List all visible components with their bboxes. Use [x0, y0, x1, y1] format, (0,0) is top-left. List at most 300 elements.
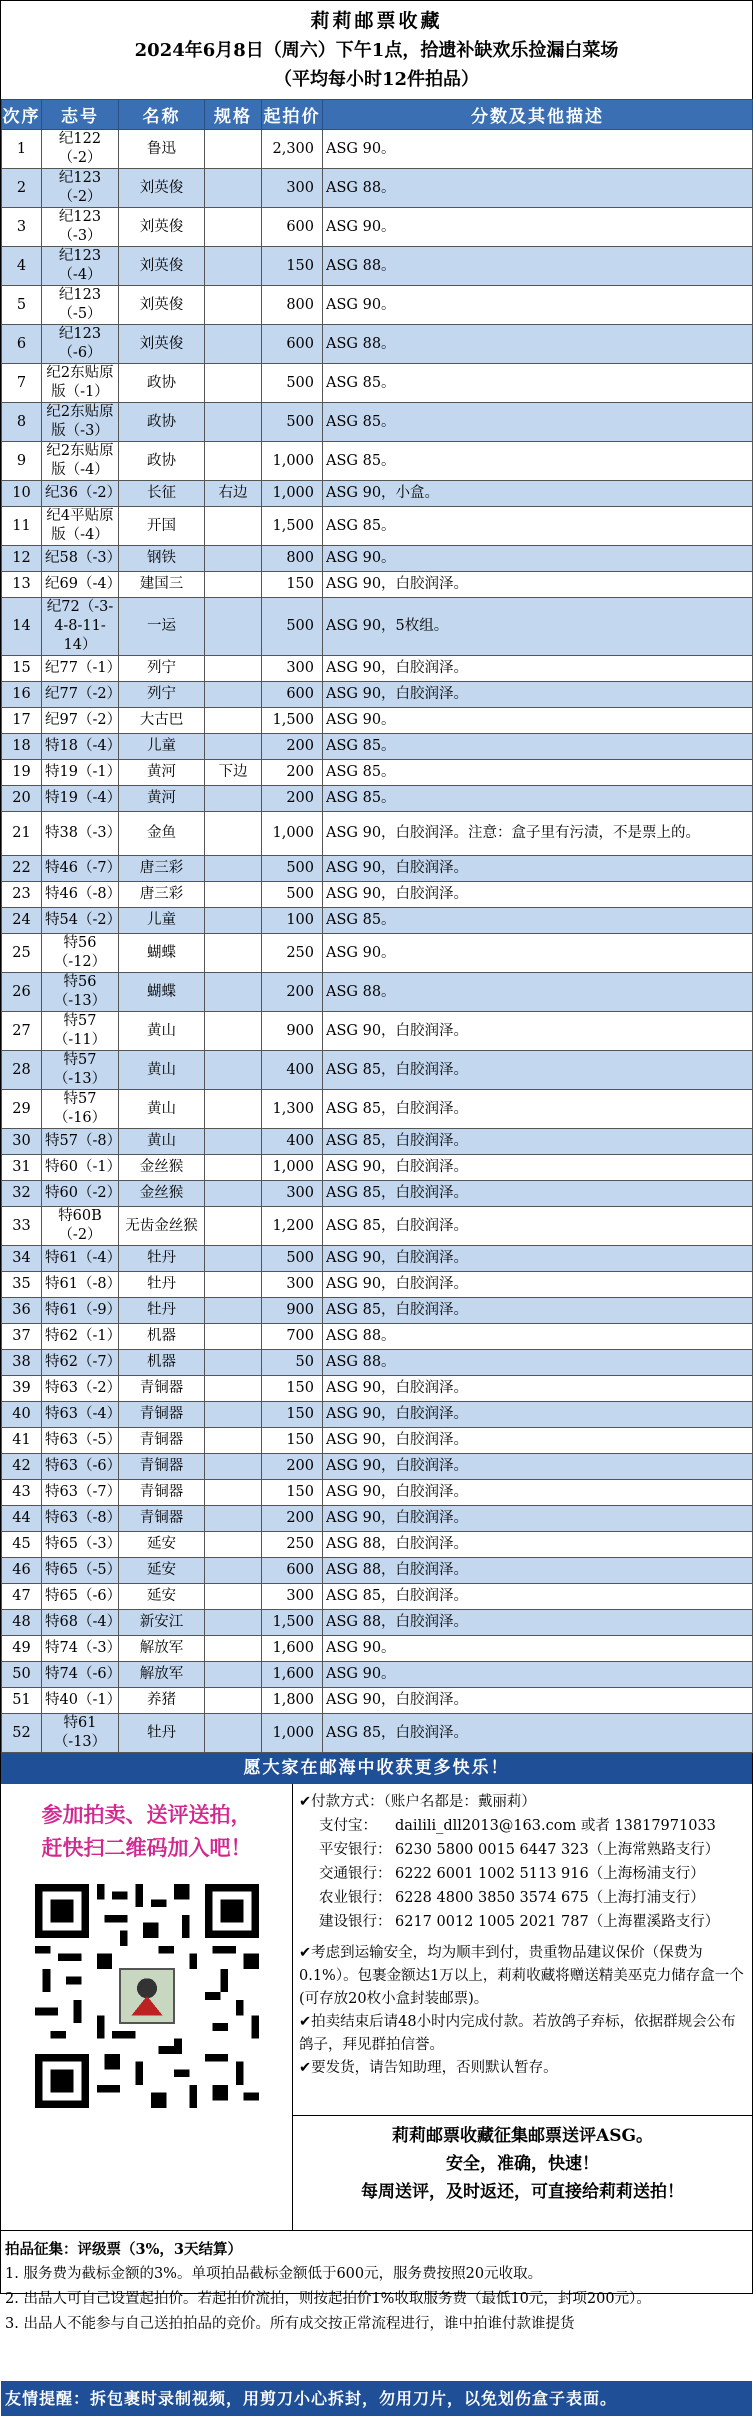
delivery-note: ✔要发货，请告知助理，否则默认暂存。: [299, 2060, 558, 2076]
lot-start-price: 500: [262, 403, 323, 442]
lot-start-price: 500: [262, 598, 323, 656]
lot-description: ASG 85，白胶润泽。: [323, 1207, 753, 1246]
table-row: [2, 682, 753, 708]
lot-name: 青铜器: [119, 1402, 205, 1428]
lot-spec: [205, 507, 262, 546]
table-row: [2, 1272, 753, 1298]
lot-spec: [205, 403, 262, 442]
lot-name: 刘英俊: [119, 169, 205, 208]
lot-description: ASG 90，白胶润泽。: [323, 1155, 753, 1181]
lot-start-price: 900: [262, 1012, 323, 1051]
lot-spec: [205, 934, 262, 973]
lot-spec: [205, 1155, 262, 1181]
lot-spec: [205, 1324, 262, 1350]
lot-index: 16: [2, 682, 42, 708]
lot-catalog-number: 纪123（-3）: [42, 208, 119, 247]
lot-name: 牡丹: [119, 1246, 205, 1272]
lot-start-price: 150: [262, 1428, 323, 1454]
lot-index: 6: [2, 325, 42, 364]
lot-start-price: 1,500: [262, 1610, 323, 1636]
lot-name: 儿童: [119, 734, 205, 760]
lot-index: 8: [2, 403, 42, 442]
lot-spec: [205, 1428, 262, 1454]
lot-start-price: 200: [262, 1506, 323, 1532]
lot-description: ASG 90，白胶润泽。: [323, 1506, 753, 1532]
lot-catalog-number: 特57（-8）: [42, 1129, 119, 1155]
lot-catalog-number: 纪36（-2）: [42, 481, 119, 507]
lot-description: ASG 90。: [323, 130, 753, 169]
lot-name: 黄河: [119, 760, 205, 786]
lot-index: 13: [2, 572, 42, 598]
lot-catalog-number: 特61（-9）: [42, 1298, 119, 1324]
lot-catalog-number: 特74（-3）: [42, 1636, 119, 1662]
table-row: [2, 130, 753, 169]
lot-description: ASG 85。: [323, 507, 753, 546]
lot-description: ASG 90。: [323, 934, 753, 973]
lot-name: 机器: [119, 1350, 205, 1376]
lot-catalog-number: 特57（-16）: [42, 1090, 119, 1129]
lot-name: 钢铁: [119, 546, 205, 572]
lot-description: ASG 90，白胶润泽。: [323, 1480, 753, 1506]
lot-start-price: 600: [262, 325, 323, 364]
consignment-rules: [1, 2231, 752, 2381]
lot-index: 48: [2, 1610, 42, 1636]
lot-description: ASG 90。: [323, 1662, 753, 1688]
lot-index: 5: [2, 286, 42, 325]
lot-index: 35: [2, 1272, 42, 1298]
table-row: [2, 1246, 753, 1272]
lot-catalog-number: 特63（-2）: [42, 1376, 119, 1402]
alipay-row: [299, 1814, 748, 1838]
table-row: [2, 1051, 753, 1090]
lot-catalog-number: 特62（-1）: [42, 1324, 119, 1350]
bank-number: 6217 0012 1005 2021 787（上海瞿溪路支行）: [395, 1914, 720, 1930]
table-row: [2, 598, 753, 656]
table-row: [2, 1012, 753, 1051]
lot-start-price: 2,300: [262, 130, 323, 169]
table-row: [2, 1376, 753, 1402]
bank-name: 农业银行：: [319, 1890, 392, 1906]
lot-catalog-number: 特63（-8）: [42, 1506, 119, 1532]
lot-name: 解放军: [119, 1636, 205, 1662]
lot-start-price: 1,000: [262, 1714, 323, 1753]
bank-account-row: [299, 1838, 748, 1862]
lot-name: 长征: [119, 481, 205, 507]
bank-name: 平安银行：: [319, 1842, 392, 1858]
lot-index: 11: [2, 507, 42, 546]
lot-start-price: 300: [262, 1272, 323, 1298]
lot-name: 列宁: [119, 682, 205, 708]
lot-name: 牡丹: [119, 1272, 205, 1298]
lot-description: ASG 88。: [323, 325, 753, 364]
lot-start-price: 600: [262, 208, 323, 247]
lot-catalog-number: 纪77（-2）: [42, 682, 119, 708]
lot-description: ASG 85。: [323, 442, 753, 481]
lot-description: ASG 90，白胶润泽。: [323, 656, 753, 682]
lot-description: ASG 85，白胶润泽。: [323, 1181, 753, 1207]
lot-index: 14: [2, 598, 42, 656]
table-row: [2, 1506, 753, 1532]
lot-name: 黄山: [119, 1129, 205, 1155]
lot-name: 儿童: [119, 908, 205, 934]
lot-start-price: 1,000: [262, 1155, 323, 1181]
lot-spec: [205, 546, 262, 572]
lot-start-price: 250: [262, 934, 323, 973]
lot-catalog-number: 特63（-5）: [42, 1428, 119, 1454]
qr-code-icon[interactable]: [35, 1884, 259, 2108]
lot-start-price: 1,000: [262, 481, 323, 507]
lot-start-price: 150: [262, 1376, 323, 1402]
lot-start-price: 1,200: [262, 1207, 323, 1246]
lot-start-price: 1,000: [262, 442, 323, 481]
page-header: [1, 1, 752, 99]
lot-catalog-number: 特57（-13）: [42, 1051, 119, 1090]
table-row: [2, 325, 753, 364]
lot-catalog-number: 特62（-7）: [42, 1350, 119, 1376]
lot-name: 延安: [119, 1532, 205, 1558]
lot-spec: [205, 708, 262, 734]
lot-start-price: 600: [262, 682, 323, 708]
promo-line-3: 每周送评，及时返还，可直接给莉莉送拍！: [361, 2182, 684, 2202]
lot-description: ASG 90，白胶润泽。注意：盒子里有污渍，不是票上的。: [323, 812, 753, 856]
table-row: [2, 1207, 753, 1246]
lot-catalog-number: 特63（-7）: [42, 1480, 119, 1506]
lot-description: ASG 90。: [323, 708, 753, 734]
table-row: [2, 734, 753, 760]
table-row: [2, 1454, 753, 1480]
lot-spec: 下边: [205, 760, 262, 786]
alipay-value: dailili_dll2013@163.com 或者 13817971033: [395, 1818, 716, 1834]
lot-description: ASG 90，白胶润泽。: [323, 1428, 753, 1454]
lot-index: 38: [2, 1350, 42, 1376]
lot-index: 28: [2, 1051, 42, 1090]
lot-name: 机器: [119, 1324, 205, 1350]
table-row: [2, 1480, 753, 1506]
table-row: [2, 1610, 753, 1636]
lot-start-price: 700: [262, 1324, 323, 1350]
lot-description: ASG 88。: [323, 1324, 753, 1350]
lot-start-price: 1,500: [262, 708, 323, 734]
lot-start-price: 1,800: [262, 1688, 323, 1714]
join-text-line-1: 参加拍卖、送评送拍，: [41, 1802, 252, 1827]
lot-name: 青铜器: [119, 1428, 205, 1454]
lot-start-price: 200: [262, 1454, 323, 1480]
lot-name: 刘英俊: [119, 286, 205, 325]
bank-number: 6230 5800 0015 6447 323（上海常熟路支行）: [395, 1842, 720, 1858]
lot-name: 金丝猴: [119, 1155, 205, 1181]
lot-spec: [205, 1558, 262, 1584]
table-row: [2, 882, 753, 908]
lot-table: [1, 99, 753, 1753]
table-row: [2, 1298, 753, 1324]
lot-catalog-number: 纪2东贴原版（-1）: [42, 364, 119, 403]
lot-spec: [205, 1480, 262, 1506]
payment-deadline-note: ✔拍卖结束后请48小时内完成付款。若放鸽子弃标，依据群规会公布鸽子，拜见群拍信誉。: [299, 2014, 736, 2053]
lot-index: 9: [2, 442, 42, 481]
lot-description: ASG 85，白胶润泽。: [323, 1129, 753, 1155]
lot-description: ASG 90，白胶润泽。: [323, 1402, 753, 1428]
join-panel: [1, 1784, 293, 2230]
lot-index: 2: [2, 169, 42, 208]
lot-index: 23: [2, 882, 42, 908]
lot-index: 15: [2, 656, 42, 682]
lot-start-price: 1,000: [262, 812, 323, 856]
lot-spec: [205, 442, 262, 481]
lot-name: 蝴蝶: [119, 934, 205, 973]
lot-name: 政协: [119, 364, 205, 403]
lot-description: ASG 85。: [323, 786, 753, 812]
join-text-line-2: 赶快扫二维码加入吧！: [41, 1835, 252, 1860]
lot-index: 10: [2, 481, 42, 507]
lot-index: 19: [2, 760, 42, 786]
lot-description: ASG 90，白胶润泽。: [323, 1272, 753, 1298]
col-header-catalog: 志号: [42, 100, 119, 130]
lot-name: 刘英俊: [119, 325, 205, 364]
lot-description: ASG 85。: [323, 364, 753, 403]
lot-start-price: 150: [262, 247, 323, 286]
lot-catalog-number: 特56（-12）: [42, 934, 119, 973]
lot-start-price: 300: [262, 1584, 323, 1610]
lot-catalog-number: 特65（-3）: [42, 1532, 119, 1558]
lot-index: 18: [2, 734, 42, 760]
rule-item-1: 1. 服务费为截标金额的3%。单项拍品截标金额低于600元，服务费按照20元收取。: [5, 2266, 543, 2282]
auction-date-subtitle: 2024年6月8日（周六）下午1点，拾遗补缺欢乐捡漏白菜场: [134, 40, 619, 61]
table-row: [2, 786, 753, 812]
lot-start-price: 1,300: [262, 1090, 323, 1129]
lot-name: 无齿金丝猴: [119, 1207, 205, 1246]
lot-index: 32: [2, 1181, 42, 1207]
table-row: [2, 1350, 753, 1376]
table-row: [2, 208, 753, 247]
lot-spec: [205, 247, 262, 286]
lot-table-body: [2, 130, 753, 1753]
table-row: [2, 934, 753, 973]
lot-name: 青铜器: [119, 1454, 205, 1480]
table-row: [2, 1714, 753, 1753]
lot-index: 41: [2, 1428, 42, 1454]
rule-item-3: 3. 出品人不能参与自己送拍拍品的竞价。所有成交按正常流程进行，谁中拍谁付款谁提货: [5, 2316, 575, 2332]
lot-description: ASG 85，白胶润泽。: [323, 1090, 753, 1129]
lot-spec: [205, 1688, 262, 1714]
lot-start-price: 800: [262, 286, 323, 325]
bank-name: 交通银行：: [319, 1866, 392, 1882]
bank-account-row: [299, 1910, 748, 1934]
shipping-note: ✔考虑到运输安全，均为顺丰到付，贵重物品建议保价（保费为0.1%）。包裹金额达1万以上，莉莉收藏将赠送精美巫克力储存盒一个(可存放20枚小盒封装邮票)。: [299, 1945, 744, 2007]
lot-start-price: 200: [262, 973, 323, 1012]
table-row: [2, 656, 753, 682]
table-row: [2, 1155, 753, 1181]
lot-index: 45: [2, 1532, 42, 1558]
table-row: [2, 760, 753, 786]
lot-index: 3: [2, 208, 42, 247]
lot-start-price: 600: [262, 1558, 323, 1584]
lot-description: ASG 88，白胶润泽。: [323, 1558, 753, 1584]
friendly-tip-banner: 友情提醒：拆包裹时录制视频，用剪刀小心拆封，勿用刀片，以免划伤盒子表面。: [1, 2381, 752, 2416]
lot-description: ASG 90，白胶润泽。: [323, 856, 753, 882]
lot-start-price: 1,500: [262, 507, 323, 546]
lot-index: 34: [2, 1246, 42, 1272]
lot-start-price: 150: [262, 572, 323, 598]
table-row: [2, 247, 753, 286]
lot-spec: [205, 1636, 262, 1662]
lot-spec: [205, 786, 262, 812]
lot-spec: [205, 1506, 262, 1532]
table-row: [2, 169, 753, 208]
lot-description: ASG 90，白胶润泽。: [323, 1454, 753, 1480]
lot-name: 蝴蝶: [119, 973, 205, 1012]
payment-heading: ✔付款方式：（账户名都是：戴丽莉）: [299, 1794, 536, 1810]
lot-description: ASG 85。: [323, 403, 753, 442]
lot-name: 开国: [119, 507, 205, 546]
rule-item-2: 2. 出品人可自己设置起拍价。若起拍价流拍，则按起拍价1%收取服务费（最低10元，封项200元）。: [5, 2291, 651, 2307]
lot-index: 39: [2, 1376, 42, 1402]
table-row: [2, 1402, 753, 1428]
table-row: [2, 481, 753, 507]
lot-description: ASG 88，白胶润泽。: [323, 1532, 753, 1558]
lot-spec: [205, 908, 262, 934]
table-row: [2, 1129, 753, 1155]
table-row: [2, 442, 753, 481]
lot-catalog-number: 纪123（-6）: [42, 325, 119, 364]
bank-number: 6222 6001 1002 5113 916（上海杨浦支行）: [395, 1866, 705, 1882]
lot-spec: [205, 1454, 262, 1480]
lot-name: 牡丹: [119, 1298, 205, 1324]
lot-description: ASG 90，白胶润泽。: [323, 572, 753, 598]
lot-catalog-number: 纪2东贴原版（-4）: [42, 442, 119, 481]
lot-catalog-number: 特65（-5）: [42, 1558, 119, 1584]
lot-catalog-number: 特54（-2）: [42, 908, 119, 934]
lot-spec: [205, 208, 262, 247]
bank-number: 6228 4800 3850 3574 675（上海打浦支行）: [395, 1890, 705, 1906]
lot-name: 黄山: [119, 1090, 205, 1129]
lot-catalog-number: 纪122（-2）: [42, 130, 119, 169]
lot-start-price: 250: [262, 1532, 323, 1558]
lot-spec: [205, 1610, 262, 1636]
lot-start-price: 50: [262, 1350, 323, 1376]
lot-catalog-number: 特18（-4）: [42, 734, 119, 760]
lot-spec: [205, 1298, 262, 1324]
lot-start-price: 900: [262, 1298, 323, 1324]
lot-name: 青铜器: [119, 1376, 205, 1402]
lot-catalog-number: 纪77（-1）: [42, 656, 119, 682]
lot-description: ASG 90，白胶润泽。: [323, 882, 753, 908]
lot-catalog-number: 纪2东贴原版（-3）: [42, 403, 119, 442]
lot-description: ASG 85，白胶润泽。: [323, 1584, 753, 1610]
lot-spec: [205, 572, 262, 598]
lot-name: 延安: [119, 1584, 205, 1610]
lot-description: ASG 85。: [323, 908, 753, 934]
lot-spec: [205, 1090, 262, 1129]
lot-description: ASG 85，白胶润泽。: [323, 1298, 753, 1324]
lot-start-price: 400: [262, 1129, 323, 1155]
lot-spec: [205, 1207, 262, 1246]
lot-description: ASG 85。: [323, 760, 753, 786]
lot-description: ASG 90，5枚组。: [323, 598, 753, 656]
lot-catalog-number: 纪97（-2）: [42, 708, 119, 734]
lot-name: 黄河: [119, 786, 205, 812]
lot-description: ASG 90，白胶润泽。: [323, 1246, 753, 1272]
col-header-spec: 规格: [205, 100, 262, 130]
lot-name: 青铜器: [119, 1480, 205, 1506]
lot-catalog-number: 特57（-11）: [42, 1012, 119, 1051]
lot-catalog-number: 特63（-4）: [42, 1402, 119, 1428]
lot-start-price: 200: [262, 786, 323, 812]
payment-info: [293, 1784, 752, 2116]
lot-spec: [205, 656, 262, 682]
table-row: [2, 364, 753, 403]
lot-spec: [205, 364, 262, 403]
lot-catalog-number: 特63（-6）: [42, 1454, 119, 1480]
lot-name: 政协: [119, 442, 205, 481]
lot-spec: [205, 1532, 262, 1558]
lot-index: 44: [2, 1506, 42, 1532]
lot-index: 24: [2, 908, 42, 934]
lot-name: 唐三彩: [119, 856, 205, 882]
lot-index: 37: [2, 1324, 42, 1350]
lot-spec: [205, 1246, 262, 1272]
lot-catalog-number: 纪4平贴原版（-4）: [42, 507, 119, 546]
lot-start-price: 400: [262, 1051, 323, 1090]
bank-account-row: [299, 1886, 748, 1910]
lot-catalog-number: 特38（-3）: [42, 812, 119, 856]
table-row: [2, 1584, 753, 1610]
lot-start-price: 500: [262, 882, 323, 908]
payment-panel: [293, 1784, 752, 2230]
table-row: [2, 908, 753, 934]
lot-catalog-number: 特19（-4）: [42, 786, 119, 812]
lot-catalog-number: 纪58（-3）: [42, 546, 119, 572]
bank-account-row: [299, 1862, 748, 1886]
lot-spec: [205, 682, 262, 708]
lot-index: 46: [2, 1558, 42, 1584]
table-row: [2, 1636, 753, 1662]
lot-name: 金丝猴: [119, 1181, 205, 1207]
lot-name: 黄山: [119, 1051, 205, 1090]
lot-catalog-number: 特74（-6）: [42, 1662, 119, 1688]
lot-description: ASG 88。: [323, 973, 753, 1012]
lot-spec: [205, 169, 262, 208]
table-row: [2, 973, 753, 1012]
lot-index: 27: [2, 1012, 42, 1051]
lot-catalog-number: 特60（-1）: [42, 1155, 119, 1181]
lot-start-price: 1,600: [262, 1636, 323, 1662]
lot-name: 延安: [119, 1558, 205, 1584]
col-header-grade: 分数及其他描述: [323, 100, 753, 130]
lot-name: 列宁: [119, 656, 205, 682]
lot-catalog-number: 特19（-1）: [42, 760, 119, 786]
table-row: [2, 856, 753, 882]
lot-start-price: 500: [262, 856, 323, 882]
lot-index: 29: [2, 1090, 42, 1129]
lot-spec: [205, 325, 262, 364]
lot-name: 一运: [119, 598, 205, 656]
lot-name: 青铜器: [119, 1506, 205, 1532]
lot-index: 4: [2, 247, 42, 286]
lot-description: ASG 88，白胶润泽。: [323, 1610, 753, 1636]
lot-start-price: 300: [262, 169, 323, 208]
lot-name: 建国三: [119, 572, 205, 598]
lot-description: ASG 90，白胶润泽。: [323, 1012, 753, 1051]
table-row: [2, 572, 753, 598]
lot-start-price: 300: [262, 1181, 323, 1207]
table-row: [2, 1428, 753, 1454]
lot-description: ASG 85，白胶润泽。: [323, 1714, 753, 1753]
lot-catalog-number: 纪72（-3-4-8-11-14）: [42, 598, 119, 656]
lot-catalog-number: 特68（-4）: [42, 1610, 119, 1636]
wish-banner: 愿大家在邮海中收获更多快乐！: [1, 1753, 752, 1784]
lot-description: ASG 90，小盒。: [323, 481, 753, 507]
lot-name: 刘英俊: [119, 247, 205, 286]
